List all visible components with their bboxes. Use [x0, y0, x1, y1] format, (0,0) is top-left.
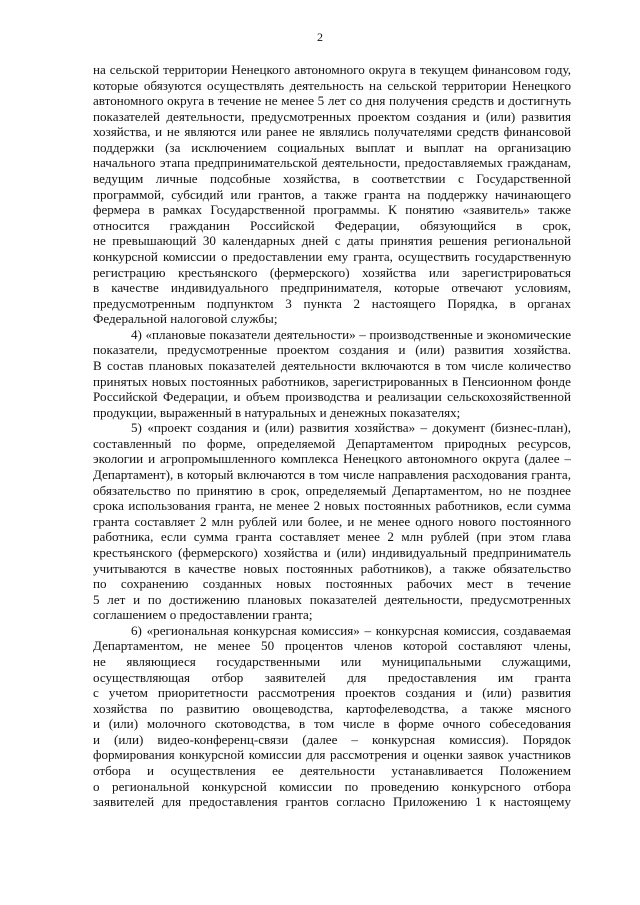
text-line: продукции, выраженный в натуральных и денежных показателях;	[93, 404, 461, 420]
text-line: отбора и осуществления ее деятельности устанавливается Положением	[93, 763, 571, 779]
text-line: фермера в рамках Государственной программы. К понятию «заявитель» также	[93, 202, 571, 218]
text-line: срока использования гранта, не менее 2 новых постоянных работников, если сумма	[93, 498, 571, 514]
text-line: по сохранению созданных новых постоянных рабочих мест в течение	[93, 576, 571, 592]
text-line: программой, субсидий или грантов, а также гранта на поддержку начинающего	[93, 186, 571, 202]
text-line: 5 лет и по достижению плановых показателей деятельности, предусмотренных	[93, 591, 571, 607]
text-line: В состав плановых показателей деятельности включаются в том числе количество	[93, 357, 571, 373]
text-line: показателей деятельности, предусмотренных проектом создания и (или) развития	[93, 108, 571, 124]
text-line: конкурсной комиссии о предоставлении ему гранта, осуществить государственную	[93, 248, 571, 264]
text-line: относится гражданин Российской Федерации, обязующийся в срок,	[93, 217, 571, 233]
text-line: учитываются в качестве новых постоянных работников), а также обязательство	[93, 560, 571, 576]
text-line: принятых новых постоянных работников, зарегистрированных в Пенсионном фонде	[93, 373, 571, 389]
text-line: 5) «проект создания и (или) развития хозяйства» – документ (бизнес-план),	[131, 420, 571, 436]
text-line: 4) «плановые показатели деятельности» – производственные и экономические	[131, 326, 571, 342]
text-line: хозяйства, и не являются или ранее не являлись получателями средств финансовой	[93, 124, 571, 140]
text-line: заявителей для предоставления грантов согласно Приложению 1 к настоящему	[93, 794, 571, 810]
text-line: Российской Федерации, и объем производства и реализации сельскохозяйственной	[93, 389, 571, 405]
text-line: показатели, предусмотренные проектом создания и (или) развития хозяйства.	[93, 342, 571, 358]
text-line: о региональной конкурсной комиссии по проведению конкурсного отбора	[93, 778, 571, 794]
text-line: ведущим личные подсобные хозяйства, в соответствии с Государственной	[93, 171, 571, 187]
text-line: начального этапа предпринимательской деятельности, предоставляемых гражданам,	[93, 155, 571, 171]
text-line: на сельской территории Ненецкого автономного округа в текущем финансовом году,	[93, 62, 571, 77]
text-line: Департаментом, не менее 50 процентов членов которой составляют члены,	[93, 638, 571, 654]
text-line: которые обязуются осуществлять деятельность на сельской территории Ненецкого	[93, 77, 571, 93]
text-line: поддержки (за исключением социальных выплат и выплат на организацию	[93, 139, 571, 155]
page-number: 2	[317, 30, 323, 44]
text-line: не превышающий 30 календарных дней с даты принятия решения региональной	[93, 233, 571, 249]
text-line: соглашением о предоставлении гранта;	[93, 607, 313, 623]
text-line: формирования конкурсной комиссии для рассмотрения и оценки заявок участников	[93, 747, 571, 763]
text-line: Федеральной налоговой службы;	[93, 311, 278, 327]
text-line: гранта составляет 2 млн рублей или более, и не менее одного нового постоянного	[93, 513, 571, 529]
text-line: осуществляющая отбор заявителей для предоставления им гранта	[93, 669, 571, 685]
text-line: Департамент), в который включаются в том числе направления расходования гранта,	[93, 467, 571, 483]
text-line: 6) «региональная конкурсная комиссия» – конкурсная комиссия, создаваемая	[131, 622, 571, 638]
text-line: и (или) видео-конференц-связи (далее – конкурсная комиссия). Порядок	[93, 731, 571, 747]
text-line: и (или) молочного скотоводства, в том числе в форме очного собеседования	[93, 716, 571, 732]
document-body	[93, 62, 571, 810]
text-line: обязательство по принятию в срок, определяемый Департаментом, но не позднее	[93, 482, 571, 498]
text-line: предусмотренным подпунктом 3 пункта 2 настоящего Порядка, в органах	[93, 295, 571, 311]
text-line: хозяйства по развитию овощеводства, картофелеводства, а также мясного	[93, 700, 571, 716]
text-line: в качестве индивидуального предпринимателя, которые отвечают условиям,	[93, 280, 571, 296]
text-line: с учетом приоритетности рассмотрения проектов создания и (или) развития	[93, 685, 571, 701]
text-line: крестьянского (фермерского) хозяйства и (или) индивидуальный предприниматель	[93, 544, 571, 560]
text-line: экологии и агропромышленного комплекса Ненецкого автономного округа (далее –	[93, 451, 571, 467]
text-line: работника, если сумма гранта составляет менее 2 млн рублей (при этом глава	[93, 529, 571, 545]
text-line: автономного округа в течение не менее 5 лет со дня получения средств и достигнуть	[93, 93, 571, 109]
text-line: регистрацию крестьянского (фермерского) хозяйства или зарегистрироваться	[93, 264, 571, 280]
text-line: не являющиеся государственными или муниципальными служащими,	[93, 653, 571, 669]
text-line: составленный по форме, определяемой Департаментом природных ресурсов,	[93, 435, 571, 451]
